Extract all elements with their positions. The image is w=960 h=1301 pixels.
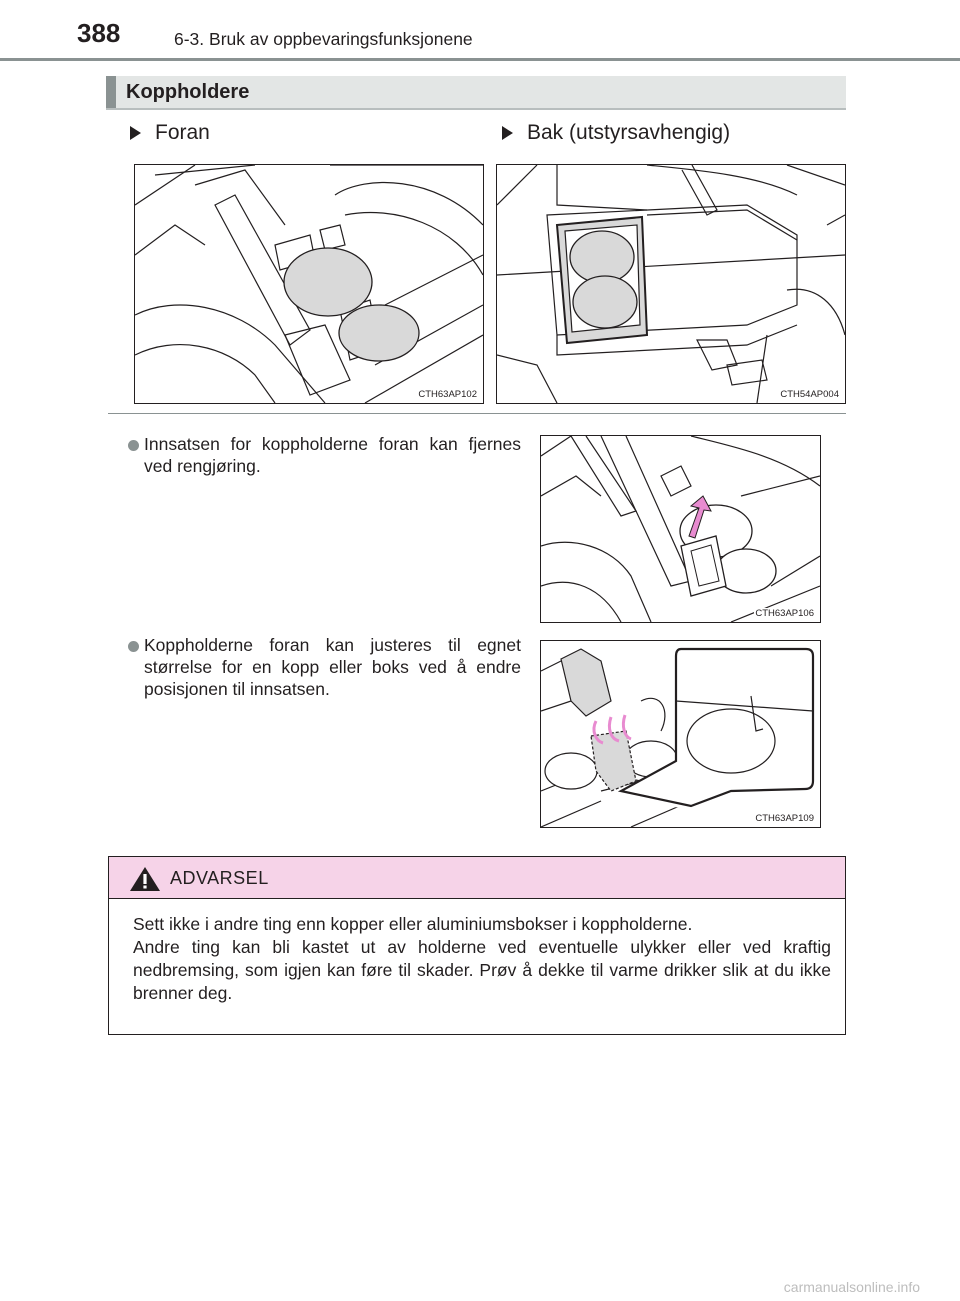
front-label-text: Foran (155, 121, 210, 144)
warning-box (108, 856, 846, 1035)
bullet-dot-icon (128, 641, 139, 652)
warning-triangle-icon (129, 866, 161, 892)
front-label (130, 121, 210, 145)
figure-code: CTH63AP109 (755, 813, 814, 824)
rear-cupholder-drawing (497, 165, 845, 403)
rear-label (502, 121, 730, 145)
warning-label: ADVARSEL (170, 868, 269, 888)
front-cupholder-drawing (135, 165, 483, 403)
insert-removal-drawing (541, 436, 820, 622)
figure-code: CTH63AP102 (418, 389, 477, 400)
warning-line-1: Sett ikke i andre ting enn kopper eller aluminiumsbokser i koppholderne. (133, 914, 693, 934)
warning-header (109, 857, 845, 899)
bullet-removal-text: Innsatsen for koppholderne foran kan fjernes ved rengjøring. (144, 434, 521, 476)
header-rule (0, 58, 960, 61)
bullet-dot-icon (128, 440, 139, 451)
insert-adjust-drawing (541, 641, 820, 827)
section-title: Koppholdere (126, 81, 250, 103)
section-accent (106, 76, 116, 108)
watermark: carmanualsonline.info (783, 1279, 920, 1295)
figure-code: CTH54AP004 (780, 389, 839, 400)
warning-line-2: Andre ting kan bli kastet ut av holderne ved eventuelle ulykker eller ved kraftig nedbremsing, som igjen kan føre til skader. Prøv å dekke til varme drikker slik at du ikke brenner deg. (133, 937, 831, 1003)
insert-adjust-illustration (540, 640, 821, 828)
bullet-adjust-text: Koppholderne foran kan justeres til egnet størrelse for en kopp eller boks ved å endre posisjonen til innsatsen. (144, 635, 521, 699)
warning-body (133, 913, 831, 1005)
page-number: 388 (77, 18, 121, 48)
section-divider (108, 413, 846, 414)
chapter-title: 6-3. Bruk av oppbevaringsfunksjonene (174, 29, 473, 49)
figure-code: CTH63AP106 (755, 608, 814, 619)
rear-label-text: Bak (utstyrsavhengig) (527, 121, 731, 144)
front-cupholder-illustration (134, 164, 484, 404)
triangle-bullet-icon (130, 126, 141, 140)
triangle-bullet-icon (502, 126, 513, 140)
rear-cupholder-illustration (496, 164, 846, 404)
insert-removal-illustration (540, 435, 821, 623)
section-header (106, 76, 846, 110)
